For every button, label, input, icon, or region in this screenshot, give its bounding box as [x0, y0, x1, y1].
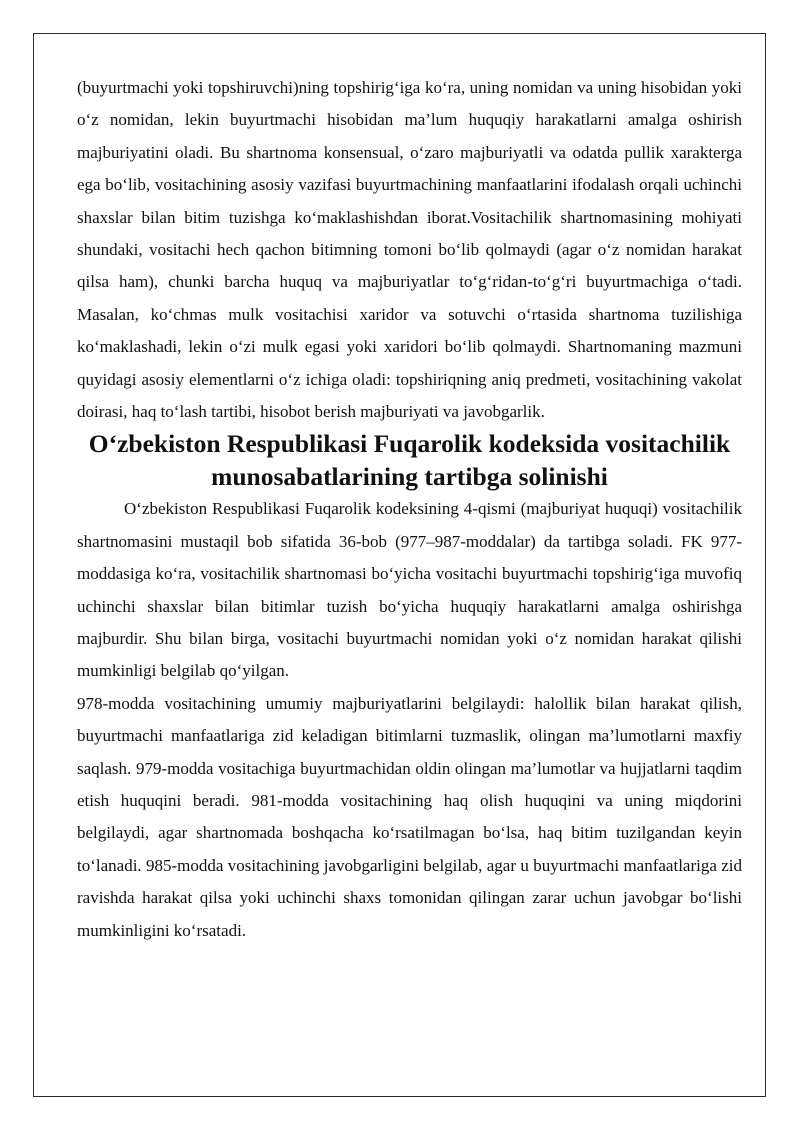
document-body	[77, 72, 742, 947]
body-paragraph-2: O‘zbekiston Respublikasi Fuqarolik kodeksining 4-qismi (majburiyat huquqi) vositachilik shartnomasini mustaqil bob sifatida 36-bob (977–987-moddalar) da tartibga soladi. FK 977-moddasiga ko‘ra, vositachilik shartnomasi bo‘yicha vositachi buyurtmachi topshirig‘iga muvofiq uchinchi shaxslar bilan bitimlar tuzish bo‘yicha huquqiy harakatlarni amalga oshirishga majburdir. Shu bilan birga, vositachi buyurtmachi nomidan yoki o‘z nomidan harakat qilishi mumkinligi belgilab qo‘yilgan.	[77, 499, 742, 681]
body-paragraph-3: 978-modda vositachining umumiy majburiyatlarini belgilaydi: halollik bilan harakat qilish, buyurtmachi manfaatlariga zid keladigan bitimlarni tuzmaslik, olingan ma’lumotlarni maxfiy saqlash. 979-modda vositachiga buyurtmachidan oldin olingan ma’lumotlar va hujjatlarni taqdim etish huquqini beradi. 981-modda vositachining haq olish huquqini va uning miqdorini belgilaydi, agar shartnomada boshqacha ko‘rsatilmagan bo‘lsa, haq bitim tuzilgandan keyin to‘lanadi. 985-modda vositachining javobgarligini belgilab, agar u buyurtmachi manfaatlariga zid ravishda harakat qilsa yoki uchinchi shaxs tomonidan qilingan zarar uchun javobgar bo‘lishi mumkinligini ko‘rsatadi.	[77, 693, 742, 940]
section-heading: O‘zbekiston Respublikasi Fuqarolik kodeksida vositachilik munosabatlarining tartibga solinishi	[88, 429, 731, 491]
body-paragraph-1: (buyurtmachi yoki topshiruvchi)ning topshirig‘iga ko‘ra, uning nomidan va uning hisobidan yoki o‘z nomidan, lekin buyurtmachi hisobidan ma’lum huquqiy harakatlarni amalga oshirish majburiyatini oladi. Bu shartnoma konsensual, o‘zaro majburiyatli va odatda pullik xarakterga ega bo‘lib, vositachining asosiy vazifasi buyurtmachining manfaatlarini ifodalash orqali uchinchi shaxslar bilan bitim tuzishga ko‘maklashishdan iborat.Vositachilik shartnomasining mohiyati shundaki, vositachi hech qachon bitimning tomoni bo‘lib qolmaydi (agar o‘z nomidan harakat qilsa ham), chunki barcha huquq va majburiyatlar to‘g‘ridan-to‘g‘ri buyurtmachiga o‘tadi. Masalan, ko‘chmas mulk vositachisi xaridor va sotuvchi o‘rtasida shartnoma tuzilishiga ko‘maklashadi, lekin o‘zi mulk egasi yoki xaridori bo‘lib qolmaydi. Shartnomaning mazmuni quyidagi asosiy elementlarni o‘z ichiga oladi: topshiriqning aniq predmeti, vositachining vakolat doirasi, haq to‘lash tartibi, hisobot berish majburiyati va javobgarlik.	[77, 78, 742, 422]
